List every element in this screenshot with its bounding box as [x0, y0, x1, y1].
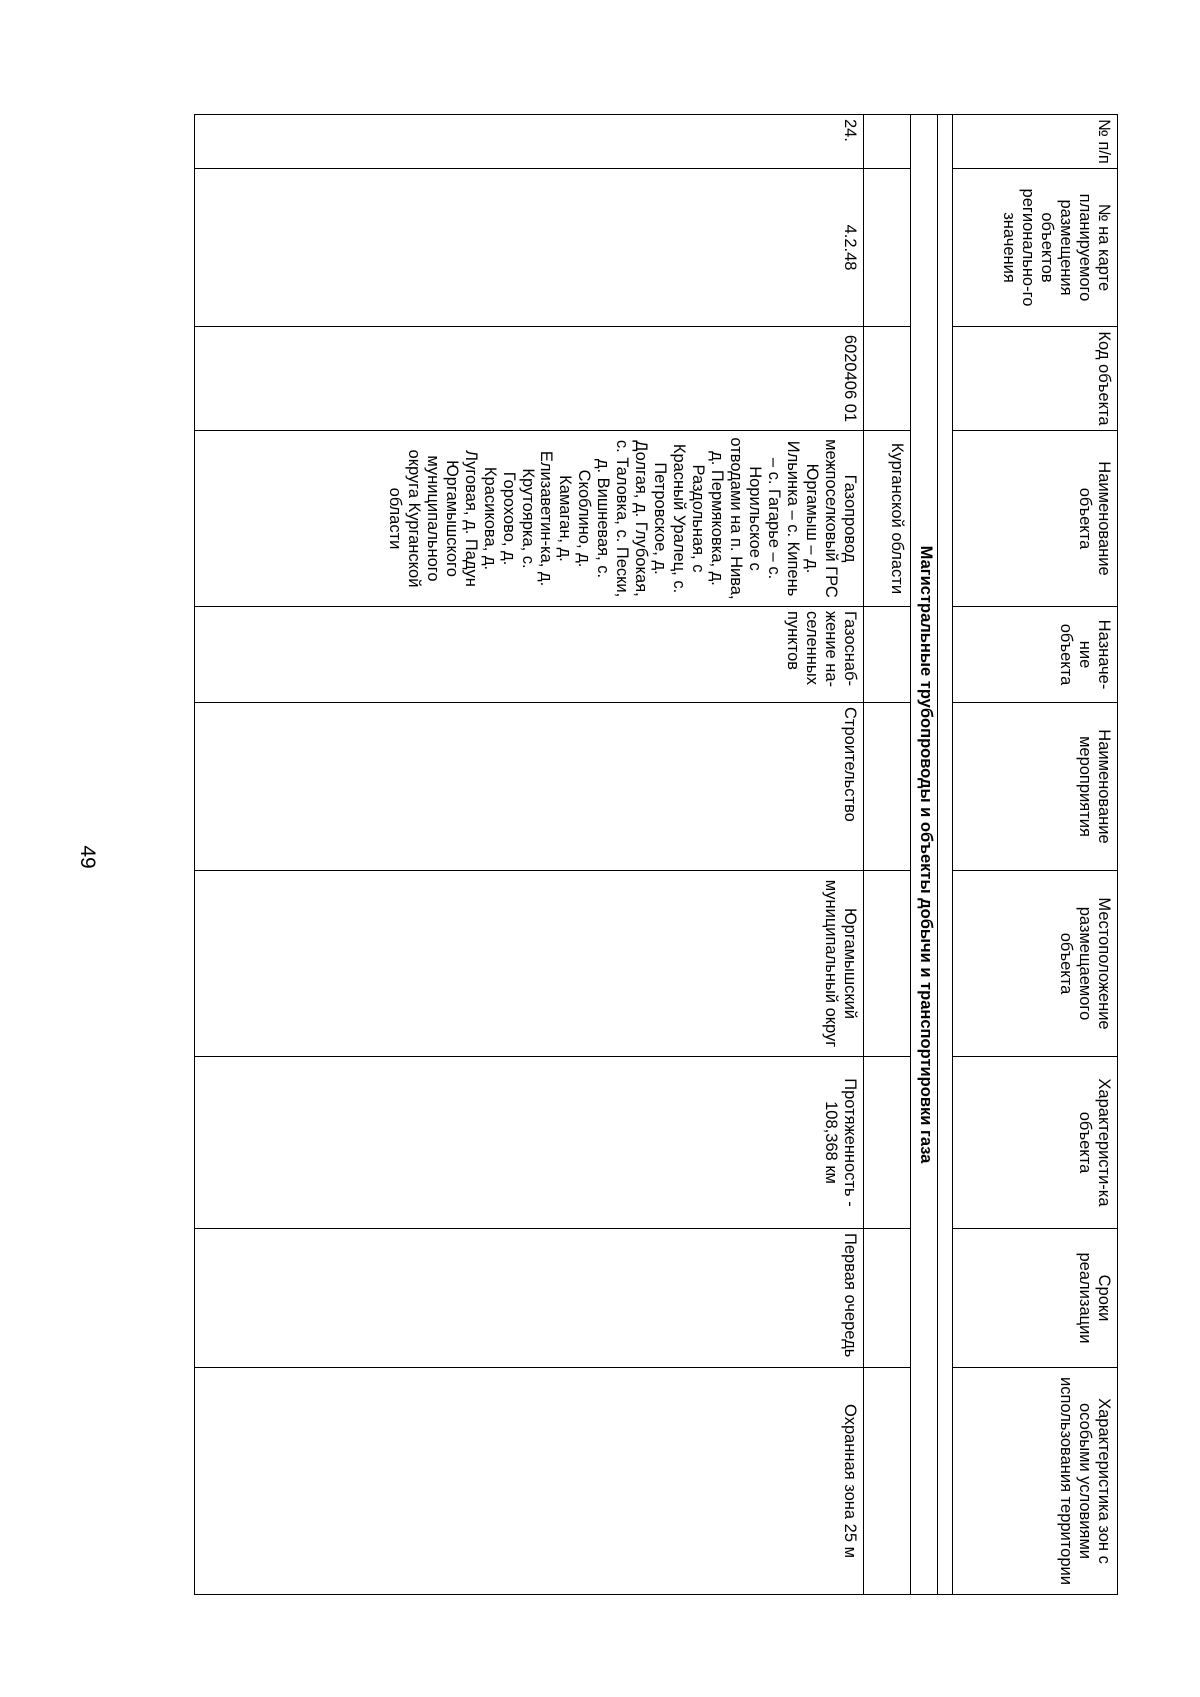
cell-location: Юргамышский муниципальный округ — [195, 871, 864, 1057]
header-purpose: Назначе-ние объекта — [953, 607, 1118, 703]
region-label: Курганской области — [864, 431, 911, 607]
header-num: № п/п — [953, 115, 1118, 169]
table-row — [195, 115, 864, 1595]
header-location: Местоположение размещаемого объекта — [953, 871, 1118, 1057]
section-row — [911, 115, 938, 1595]
header-action: Наименование мероприятия — [953, 703, 1118, 871]
header-map-number: № на карте планируемого размещения объектов регионально-го значения — [953, 169, 1118, 327]
objects-table — [194, 114, 1118, 1595]
cell-action: Строительство — [195, 703, 864, 871]
page-number: 49 — [76, 845, 99, 869]
spacer-row — [938, 115, 953, 1595]
section-title: Магистральные трубопроводы и объекты добычи и транспортировки газа — [911, 115, 938, 1595]
cell-num: 24. — [195, 115, 864, 169]
cell-purpose: Газоснаб-жение на-селенных пунктов — [195, 607, 864, 703]
cell-code: 6020406 01 — [195, 327, 864, 431]
header-name: Наименование объекта — [953, 431, 1118, 607]
header-row — [953, 115, 1118, 1595]
header-characteristic: Характеристи-ка объекта — [953, 1057, 1118, 1229]
cell-zone: Охранная зона 25 м — [195, 1368, 864, 1595]
cell-term: Первая очередь — [195, 1229, 864, 1368]
region-row — [864, 115, 911, 1595]
document-table-rotated — [118, 114, 1118, 1594]
header-term: Сроки реализации — [953, 1229, 1118, 1368]
cell-name: Газопровод межпоселковый ГРС Юргамыш – д. Ильинка – с. Кипень – с. Гагарье – с. Норильское с отводами на п. Нива, д. Пермяковка, д. Раздольная, с Красный Уралец, с. Петровское, д. Долгая, д. Глубокая, с. Таловка, с. Пески, д. Вишневая, с. Скоблино, д. Камаган, д. Елизаветин-ка, д. Крутоярка, с. Горохово, д. Красикова, д. Луговая, д. Падун Юргамышского муниципального округа Курганской области — [195, 431, 864, 607]
header-code: Код объекта — [953, 327, 1118, 431]
header-zone: Характеристика зон с особыми условиями использования территории — [953, 1368, 1118, 1595]
cell-characteristic: Протяженность - 108,368 км — [195, 1057, 864, 1229]
cell-map-number: 4.2.48 — [195, 169, 864, 327]
